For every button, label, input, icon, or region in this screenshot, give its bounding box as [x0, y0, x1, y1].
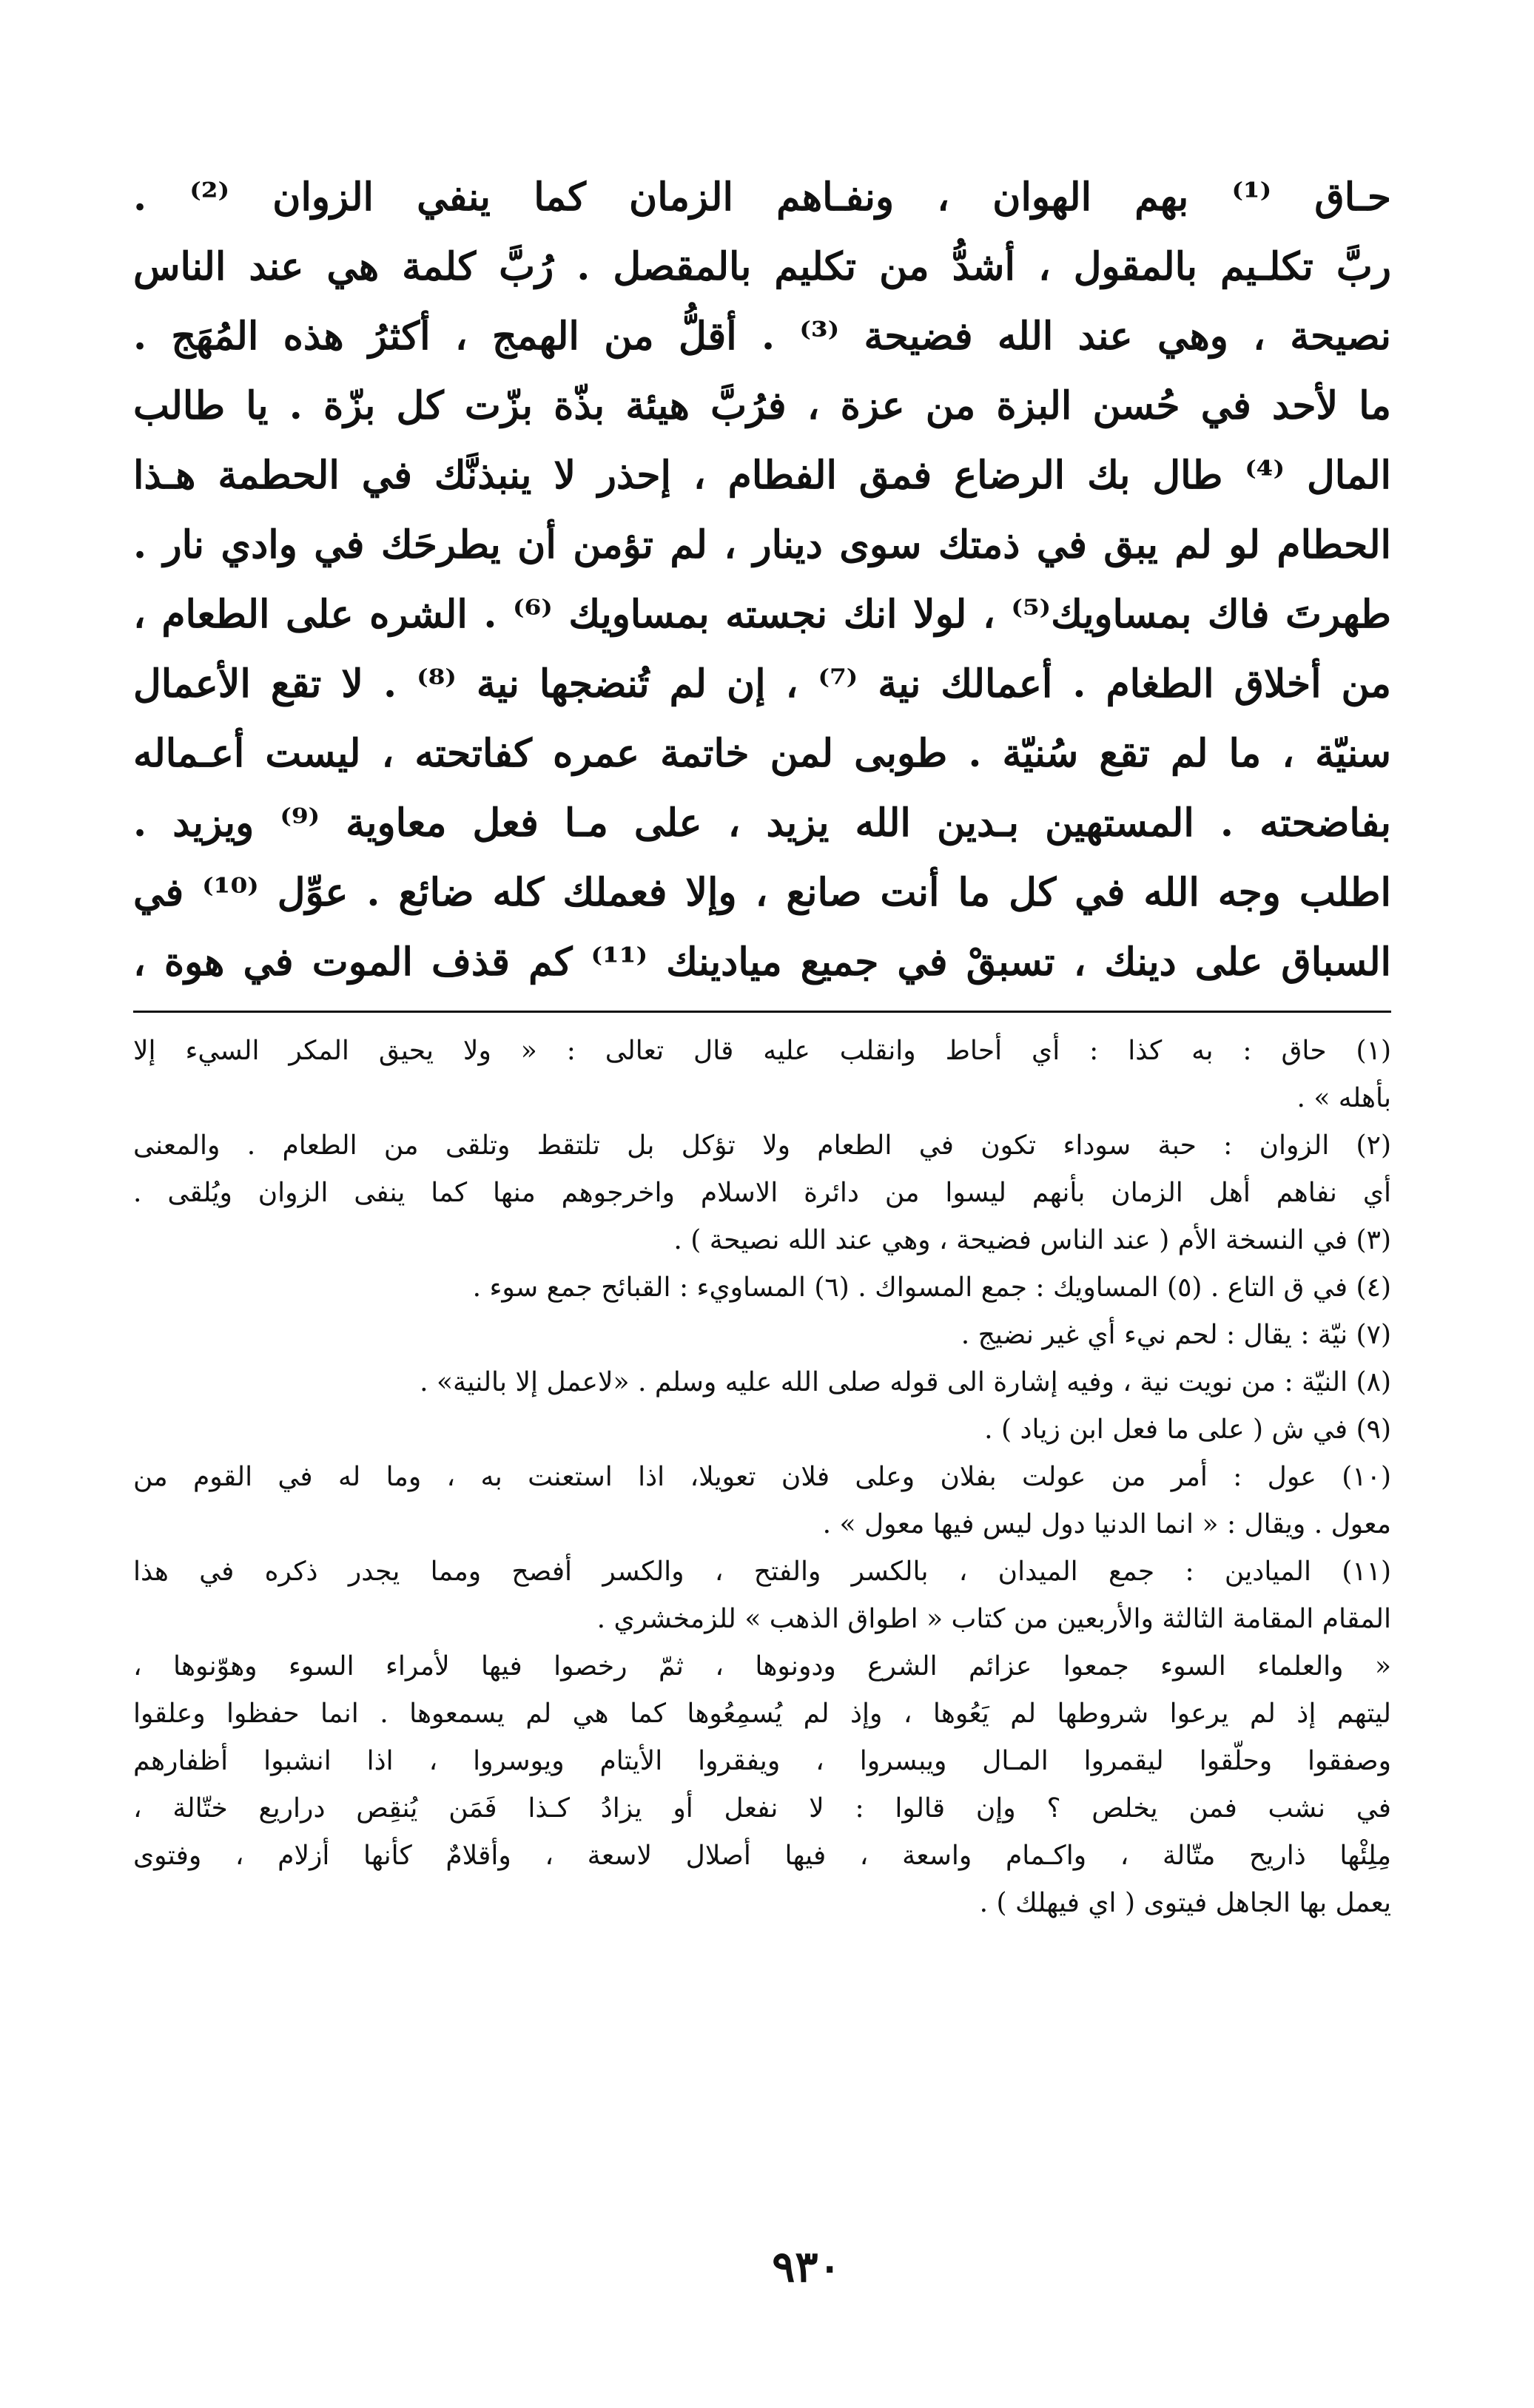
main-text-line: الحطام لو لم يبق في ذمتك سوى دينار ، لم تؤمن أن يطرحَك في وادي نار . [133, 522, 1391, 567]
book-page [133, 163, 1391, 1927]
main-text-line: سنيّة ، ما لم تقع سُنيّة . طوبى لمن خاتمة عمره كفاتحته ، ليست أعـماله [133, 731, 1391, 776]
footnote-line: المقام المقامة الثالثة والأربعين من كتاب « اطواق الذهب » للزمخشري . [596, 1604, 1391, 1634]
footnote-divider [133, 1011, 1391, 1013]
footnote-line: (٩) في ش ( على ما فعل ابن زياد ) . [984, 1414, 1391, 1445]
footnote-line: بأهله » . [1296, 1083, 1391, 1113]
footnote-line: « والعلماء السوء جمعوا عزائم الشرع ودونوها ، ثمّ رخصوا فيها لأمراء السوء وهوّنوها ، [133, 1651, 1391, 1682]
main-text-line: اطلب وجه الله في كل ما أنت صانع ، وإلا فعملك كله ضائع . عوِّل ⁽¹⁰⁾ في [133, 870, 1391, 915]
main-text-line: من أخلاق الطغام . أعمالك نية ⁽⁷⁾ ، إن لم تُنضجها نية ⁽⁸⁾ . لا تقع الأعمال [133, 661, 1391, 706]
footnote-line: ليتهم إذ لم يرعوا شروطها لم يَعُوها ، وإذ لم يُسمِعُوها كما هي لم يسمعوها . انما حفظوا وعلقوا [133, 1699, 1391, 1729]
footnote-line: (٤) في ق التاع . (٥) المساويك : جمع المسواك . (٦) المساويء : القبائح جمع سوء . [472, 1272, 1391, 1303]
footnote-line: (٢) الزوان : حبة سوداء تكون في الطعام ولا تؤكل بل تلتقط وتلقى من الطعام . والمعنى [133, 1130, 1391, 1161]
main-text-line: حـاق ⁽¹⁾ بهم الهوان ، ونفـاهم الزمان كما ينفي الزوان ⁽²⁾ . [133, 175, 1392, 220]
footnote-line: (٨) النيّة : من نويت نية ، وفيه إشارة الى قوله صلى الله عليه وسلم . «لاعمل إلا بالنية» . [420, 1367, 1391, 1397]
footnote-line: (١٠) عول : أمر من عولت بفلان وعلى فلان تعويلا، اذا استعنت به ، وما له في القوم من [133, 1462, 1391, 1492]
main-text-line: بفاضحته . المستهين بـدين الله يزيد ، على مـا فعل معاوية ⁽⁹⁾ ويزيد . [133, 800, 1391, 846]
footnotes [133, 1028, 1391, 1927]
footnote-line: معول . ويقال : « انما الدنيا دول ليس فيها معول » . [822, 1509, 1391, 1539]
main-text-line: ما لأحد في حُسن البزة من عزة ، فرُبَّ هيئة بذّة بزّت كل بزّة . يا طالب [133, 383, 1391, 428]
footnote-line: وصفقوا وحلّقوا ليقمروا المـال ويبسروا ، ويفقروا الأيتام ويوسروا ، اذا انشبوا أظفارهم [133, 1746, 1391, 1776]
main-text [133, 163, 1391, 997]
main-text-line: ربَّ تكلـيم بالمقول ، أشدُّ من تكليم بالمقصل . رُبَّ كلمة هي عند الناس [133, 244, 1391, 289]
main-text-line: نصيحة ، وهي عند الله فضيحة ⁽³⁾ . أقلُّ من الهمج ، أكثرُ هذه المُهَج . [133, 314, 1392, 359]
footnote-line: في نشب فمن يخلص ؟ وإن قالوا : لا نفعل أو يزادُ كـذا فَمَن يُنقِص دراريع ختّالة ، [133, 1793, 1391, 1824]
footnote-line: (١١) الميادين : جمع الميدان ، بالكسر والفتح ، والكسر أفصح ومما يجدر ذكره في هذا [133, 1557, 1391, 1587]
main-text-line: المال ⁽⁴⁾ طال بك الرضاع فمق الفطام ، إحذر لا ينبذنَّك في الحطمة هـذا [133, 453, 1392, 498]
main-text-line: السباق على دينك ، تسبقْ في جميع ميادينك ⁽¹¹⁾ كم قذف الموت في هوة ، [133, 940, 1391, 985]
footnote-line: (٧) نيّة : يقال : لحم نيء أي غير نضيج . [961, 1320, 1391, 1350]
footnote-line: أي نفاهم أهل الزمان بأنهم ليسوا من دائرة الاسلام واخرجوهم منها كما ينفى الزوان ويُلقى . [133, 1178, 1391, 1208]
footnote-line: (١) حاق : به كذا : أي أحاط وانقلب عليه قال تعالى : « ولا يحيق المكر السيء إلا [133, 1036, 1391, 1066]
footnote-line: مِلِئْها ذاريح متّالة ، واكـمام واسعة ، فيها أصلال لاسعة ، وأقلامٌ كأنها أزلام ، وفتوى [133, 1841, 1391, 1871]
footnote-line: (٣) في النسخة الأم ( عند الناس فضيحة ، وهي عند الله نصيحة ) . [673, 1225, 1391, 1255]
page-number: ٩٣٠ [772, 2242, 841, 2292]
main-text-line: طهرتَ فاك بمساويك⁽⁵⁾ ، لولا انك نجسته بمساويك ⁽⁶⁾ . الشره على الطعام ، [133, 592, 1392, 637]
footnote-line: يعمل بها الجاهل فيتوى ( اي فيهلك ) . [979, 1888, 1391, 1918]
